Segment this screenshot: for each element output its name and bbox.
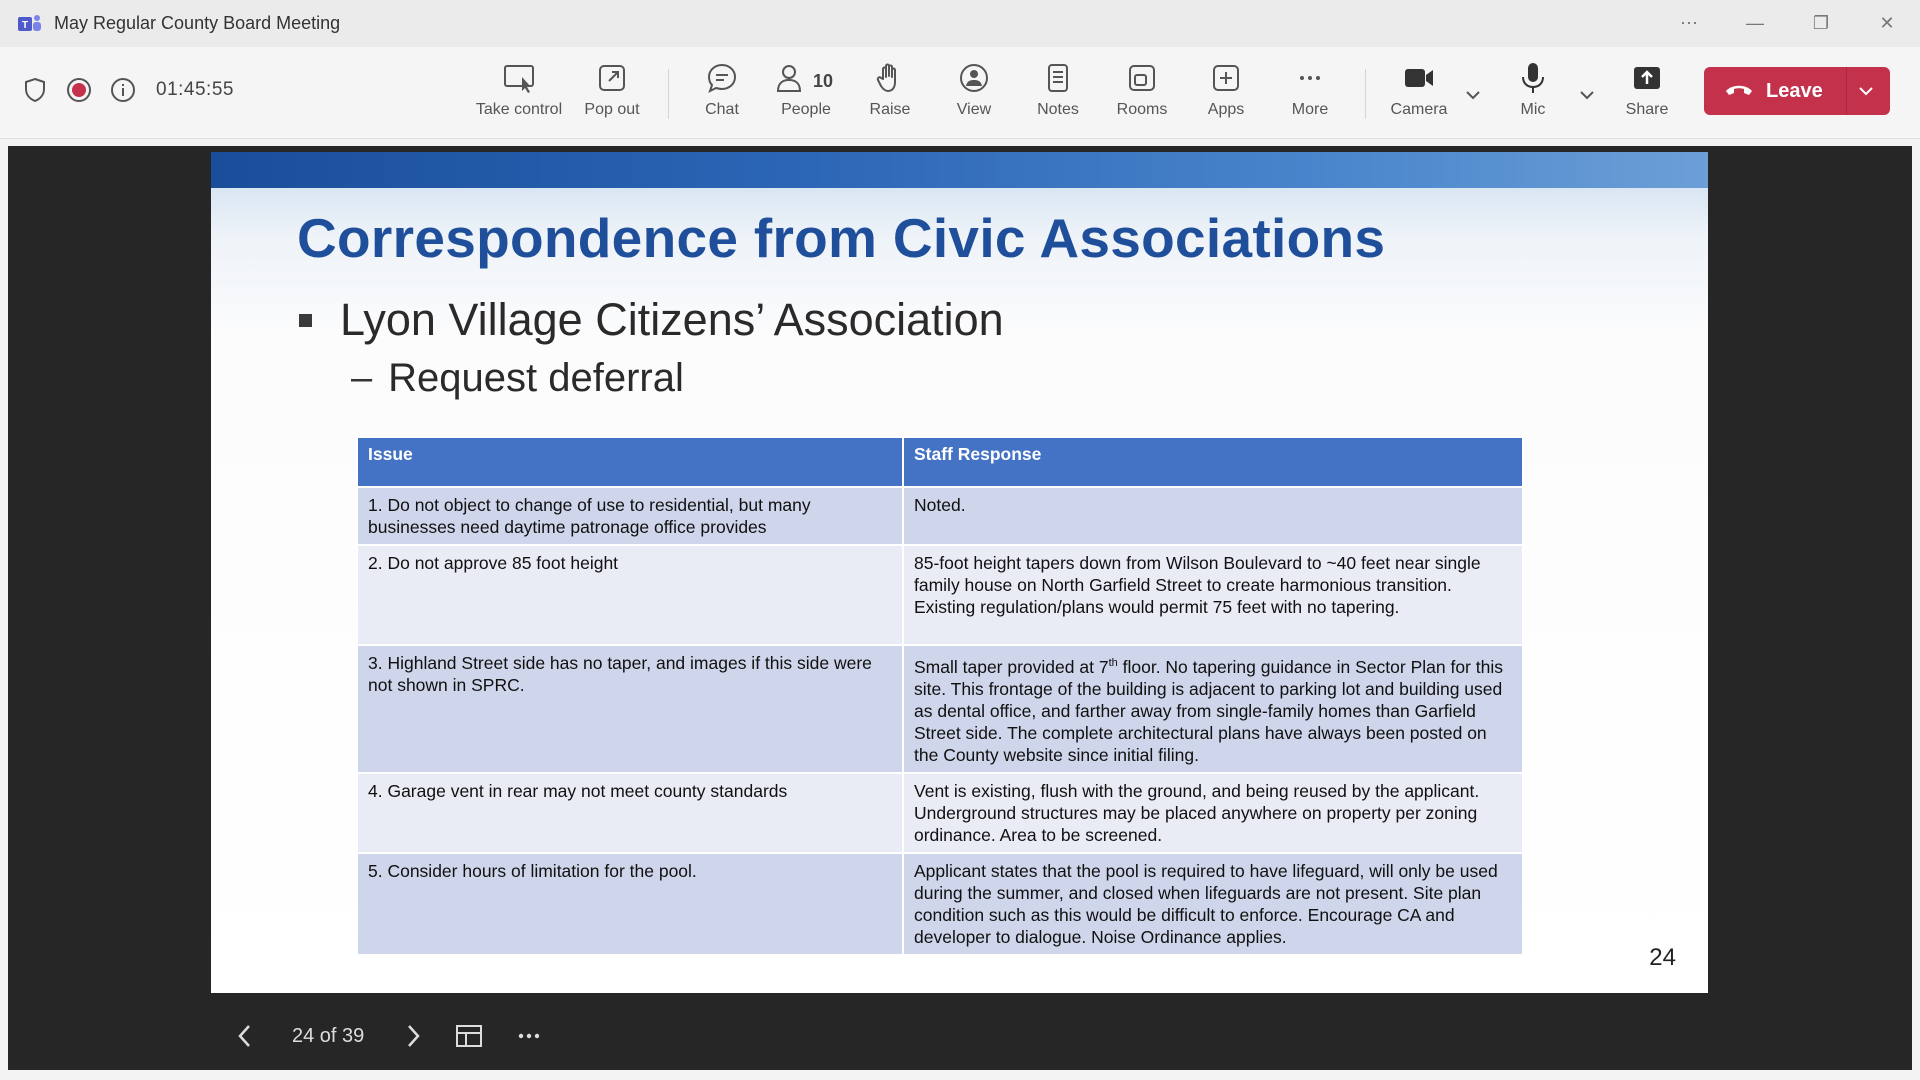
rooms-icon bbox=[1125, 61, 1159, 95]
share-button[interactable]: Share bbox=[1602, 57, 1692, 129]
leave-button[interactable]: Leave bbox=[1704, 67, 1890, 115]
response-cell: Vent is existing, flush with the ground, and being reused by the applicant. Underground structures may be placed anywhere on property per zoning ordinance. Area to be screened. bbox=[903, 773, 1523, 853]
issue-cell: 1. Do not object to change of use to residential, but many businesses need daytime patronage office provides bbox=[357, 487, 903, 545]
more-icon bbox=[514, 1021, 544, 1051]
chat-button[interactable]: Chat bbox=[677, 57, 767, 129]
people-button[interactable]: 10 People bbox=[761, 57, 851, 129]
previous-slide-button[interactable] bbox=[230, 1021, 260, 1051]
slide-navigation bbox=[230, 1018, 544, 1054]
slide-header-band bbox=[211, 152, 1708, 188]
slide-more-options-button[interactable] bbox=[514, 1021, 544, 1051]
issue-cell: 2. Do not approve 85 foot height bbox=[357, 545, 903, 645]
window-more-icon[interactable]: ⋯ bbox=[1680, 13, 1698, 33]
slide-bullet: Lyon Village Citizens’ Association bbox=[299, 294, 1004, 346]
next-slide-button[interactable] bbox=[398, 1021, 428, 1051]
chat-icon bbox=[705, 61, 739, 95]
response-cell: Applicant states that the pool is required to have lifeguard, will only be used during the summer, and closed when lifeguards are not present. Site plan condition such as this would be difficult to enforce. Encourage CA and developer to dialogue. Noise Ordinance applies. bbox=[903, 853, 1523, 955]
table-row bbox=[357, 645, 1523, 773]
teams-logo-icon bbox=[18, 13, 42, 35]
slide-sub-bullet: – Request deferral bbox=[351, 356, 684, 400]
response-cell: Small taper provided at 7th floor. No tapering guidance in Sector Plan for this site. This frontage of the building is adjacent to parking lot and building used as dental office, and farther away from single-family homes than Garfield Street side. The complete architectural plans have always been posted on the County website since initial filing. bbox=[903, 645, 1523, 773]
response-cell: 85-foot height tapers down from Wilson Boulevard to ~40 feet near single family house on North Garfield Street to create harmonious transition. Existing regulation/plans would permit 75 feet with no tapering. bbox=[903, 545, 1523, 645]
bullet-square-icon bbox=[299, 314, 312, 327]
issue-cell: 4. Garage vent in rear may not meet county standards bbox=[357, 773, 903, 853]
leave-options-chevron-down-icon[interactable] bbox=[1856, 81, 1876, 101]
mic-button[interactable]: Mic bbox=[1488, 57, 1578, 129]
slide-grid-view-button[interactable] bbox=[454, 1021, 484, 1051]
column-header-issue: Issue bbox=[357, 437, 903, 487]
pop-out-icon bbox=[595, 61, 629, 95]
people-icon bbox=[772, 61, 806, 95]
camera-icon bbox=[1402, 61, 1436, 95]
mic-icon bbox=[1516, 61, 1550, 95]
notes-button[interactable]: Notes bbox=[1013, 57, 1103, 129]
restore-icon[interactable]: ❐ bbox=[1812, 13, 1830, 33]
apps-button[interactable]: Apps bbox=[1181, 57, 1271, 129]
close-icon[interactable]: ✕ bbox=[1879, 13, 1895, 33]
meeting-timer: 01:45:55 bbox=[156, 79, 234, 100]
window-title: May Regular County Board Meeting bbox=[54, 13, 341, 33]
camera-button[interactable]: Camera bbox=[1374, 57, 1464, 129]
more-icon bbox=[1293, 61, 1327, 95]
slide-position: 24 of 39 bbox=[292, 1024, 365, 1047]
pop-out-button[interactable]: Pop out bbox=[567, 57, 657, 129]
hang-up-icon bbox=[1724, 81, 1754, 101]
issues-response-table bbox=[356, 436, 1524, 956]
more-button[interactable]: More bbox=[1265, 57, 1355, 129]
share-icon bbox=[1630, 61, 1664, 95]
raise-hand-icon bbox=[873, 61, 907, 95]
shield-icon[interactable] bbox=[22, 77, 48, 103]
chevron-left-icon bbox=[234, 1023, 256, 1049]
table-row bbox=[357, 487, 1523, 545]
view-icon bbox=[957, 61, 991, 95]
slide-title: Correspondence from Civic Associations bbox=[297, 207, 1386, 269]
recording-icon[interactable] bbox=[66, 77, 92, 103]
slide-grid-icon bbox=[454, 1021, 484, 1051]
mic-options-chevron-down-icon[interactable] bbox=[1577, 85, 1597, 105]
column-header-staff-response: Staff Response bbox=[903, 437, 1523, 487]
shared-slide bbox=[211, 152, 1708, 993]
table-row bbox=[357, 773, 1523, 853]
slide-page-number: 24 bbox=[1649, 944, 1676, 971]
minimize-icon[interactable]: — bbox=[1746, 13, 1764, 33]
table-row bbox=[357, 853, 1523, 955]
info-icon[interactable] bbox=[110, 77, 136, 103]
table-row bbox=[357, 545, 1523, 645]
svg-text:T: T bbox=[21, 19, 29, 31]
response-cell: Noted. bbox=[903, 487, 1523, 545]
view-button[interactable]: View bbox=[929, 57, 1019, 129]
apps-icon bbox=[1209, 61, 1243, 95]
camera-options-chevron-down-icon[interactable] bbox=[1463, 85, 1483, 105]
issue-cell: 3. Highland Street side has no taper, and images if this side were not shown in SPRC. bbox=[357, 645, 903, 773]
people-count: 10 bbox=[813, 71, 834, 91]
rooms-button[interactable]: Rooms bbox=[1097, 57, 1187, 129]
issue-cell: 5. Consider hours of limitation for the pool. bbox=[357, 853, 903, 955]
notes-icon bbox=[1041, 61, 1075, 95]
take-control-icon bbox=[502, 61, 536, 95]
take-control-button[interactable]: Take control bbox=[474, 57, 564, 129]
chevron-right-icon bbox=[402, 1023, 424, 1049]
window-titlebar bbox=[0, 0, 1920, 47]
meeting-toolbar bbox=[0, 47, 1920, 139]
table-header-row bbox=[357, 437, 1523, 487]
raise-hand-button[interactable]: Raise bbox=[845, 57, 935, 129]
